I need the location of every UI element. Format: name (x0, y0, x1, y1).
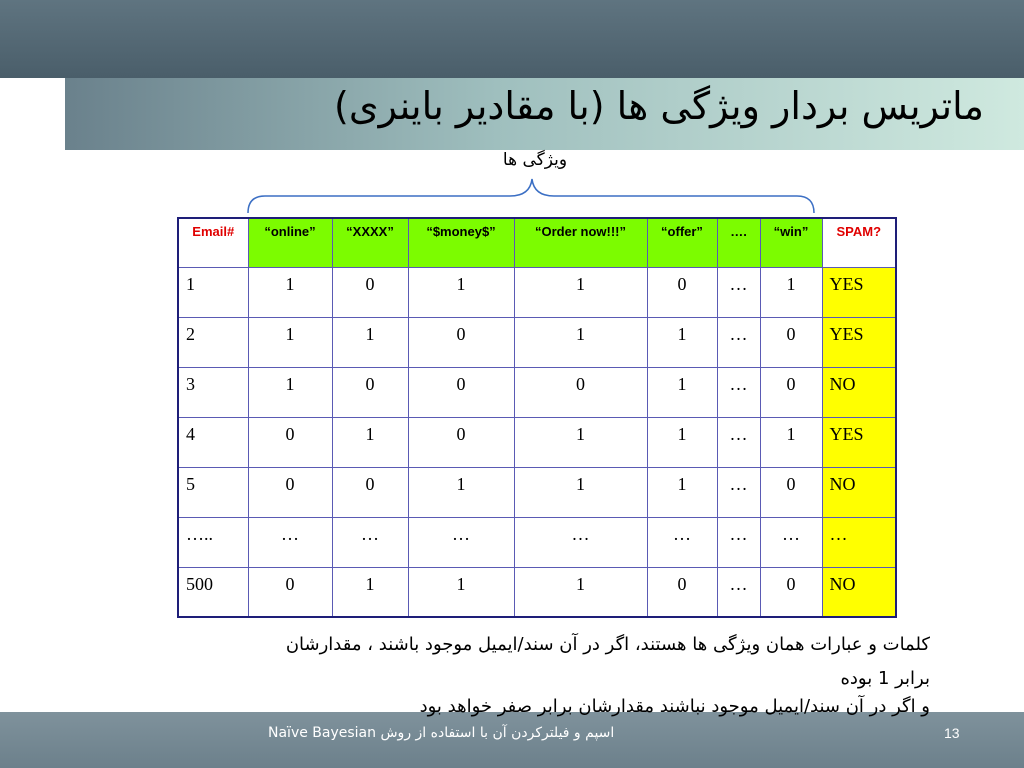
header-row (178, 218, 896, 267)
header-email: Email# (178, 218, 248, 267)
header-online: “online” (248, 218, 332, 267)
slide-title: ماتریس بردار ویژگی ها (با مقادیر باینری) (334, 84, 984, 128)
title-bar (65, 78, 1024, 150)
cell-value: 1 (408, 267, 514, 317)
cell-value: 1 (332, 317, 408, 367)
cell-email-id: 2 (178, 317, 248, 367)
cell-spam-label: NO (822, 367, 896, 417)
cell-spam-label: NO (822, 467, 896, 517)
cell-value: 1 (332, 417, 408, 467)
cell-value: … (717, 267, 760, 317)
notes-line-1 (40, 628, 930, 662)
cell-spam-label: YES (822, 267, 896, 317)
table-row (178, 267, 896, 317)
table-row (178, 467, 896, 517)
cell-value: … (717, 517, 760, 567)
table-row (178, 367, 896, 417)
cell-value: 1 (514, 317, 647, 367)
brace-icon (240, 176, 820, 214)
cell-value: 1 (332, 567, 408, 617)
cell-value: 0 (647, 267, 717, 317)
cell-value: 0 (408, 367, 514, 417)
top-band (0, 0, 1024, 78)
header-win: “win” (760, 218, 822, 267)
cell-value: 0 (332, 267, 408, 317)
header-xxxx: “XXXX” (332, 218, 408, 267)
cell-value: 0 (332, 367, 408, 417)
header-offer: “offer” (647, 218, 717, 267)
cell-value: 1 (248, 317, 332, 367)
cell-spam-label: YES (822, 417, 896, 467)
cell-value: … (514, 517, 647, 567)
footer-title-fa: اسپم و فیلترکردن آن با استفاده از روش (380, 725, 615, 741)
cell-value: 1 (647, 317, 717, 367)
cell-value: 1 (647, 467, 717, 517)
cell-value: 0 (760, 567, 822, 617)
cell-email-id: 1 (178, 267, 248, 317)
cell-email-id: 3 (178, 367, 248, 417)
cell-value: 1 (647, 417, 717, 467)
cell-value: 0 (408, 317, 514, 367)
cell-value: 1 (647, 367, 717, 417)
cell-value: 0 (248, 417, 332, 467)
cell-value: 1 (408, 467, 514, 517)
cell-value: 1 (248, 267, 332, 317)
cell-email-id: 5 (178, 467, 248, 517)
header-order-now: “Order now!!!” (514, 218, 647, 267)
cell-value: … (760, 517, 822, 567)
cell-value: … (332, 517, 408, 567)
cell-value: 1 (760, 417, 822, 467)
header-money: “$money$” (408, 218, 514, 267)
cell-email-id: 500 (178, 567, 248, 617)
notes-line-3: و اگر در آن سند/ایمیل موجود نباشند مقدارشان برابر صفر خواهد بود (419, 696, 930, 717)
cell-value: 1 (514, 567, 647, 617)
header-ellipsis: …. (717, 218, 760, 267)
cell-value: 1 (514, 417, 647, 467)
cell-value: 1 (760, 267, 822, 317)
table-row (178, 567, 896, 617)
feature-matrix-table (177, 217, 897, 618)
cell-value: … (717, 567, 760, 617)
cell-value: 0 (332, 467, 408, 517)
cell-value: … (717, 417, 760, 467)
cell-value: 0 (248, 467, 332, 517)
cell-value: 1 (408, 567, 514, 617)
cell-value: 0 (760, 317, 822, 367)
cell-email-id: 4 (178, 417, 248, 467)
cell-value: 0 (760, 467, 822, 517)
footer-title-en: Naïve Bayesian (268, 725, 377, 741)
cell-value: 0 (647, 567, 717, 617)
header-spam: SPAM? (822, 218, 896, 267)
cell-value: … (717, 367, 760, 417)
cell-spam-label: NO (822, 567, 896, 617)
features-label: ویژگی ها (502, 150, 568, 170)
cell-value: … (717, 317, 760, 367)
cell-email-id: ….. (178, 517, 248, 567)
table-row (178, 317, 896, 367)
cell-value: 1 (514, 467, 647, 517)
cell-value: … (647, 517, 717, 567)
cell-value: 1 (514, 267, 647, 317)
cell-value: 1 (248, 367, 332, 417)
cell-value: … (717, 467, 760, 517)
cell-value: 0 (514, 367, 647, 417)
cell-value: 0 (408, 417, 514, 467)
table-row (178, 417, 896, 467)
cell-value: … (408, 517, 514, 567)
notes-line-1-text: کلمات و عبارات همان ویژگی ها هستند، اگر در آن سند/ایمیل موجود باشند ، مقدارشان (285, 634, 930, 655)
cell-value: 0 (760, 367, 822, 417)
footer-title (268, 725, 614, 741)
table-row (178, 517, 896, 567)
page-number: 13 (944, 725, 960, 741)
cell-spam-label: YES (822, 317, 896, 367)
notes-line-2: برابر 1 بوده (840, 668, 930, 689)
cell-spam-label: … (822, 517, 896, 567)
cell-value: 0 (248, 567, 332, 617)
cell-value: … (248, 517, 332, 567)
notes-text (40, 628, 930, 730)
